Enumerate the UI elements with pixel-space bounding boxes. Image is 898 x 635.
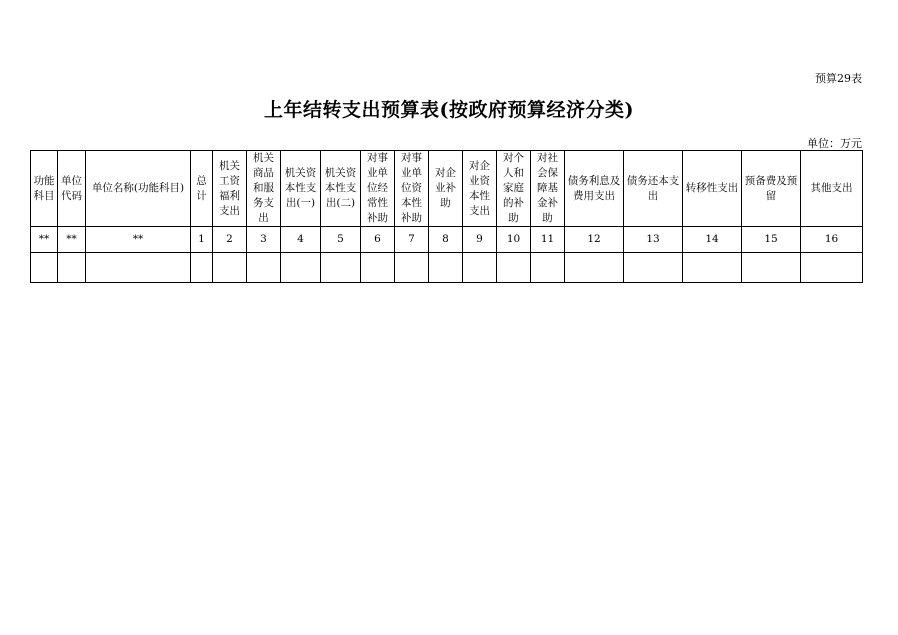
code-cell: 7 — [395, 227, 429, 253]
header-cell: 债务还本支出 — [624, 151, 683, 227]
data-cell — [86, 253, 191, 283]
header-cell: 机关资本性支出(二) — [321, 151, 361, 227]
code-cell: 3 — [247, 227, 281, 253]
header-row — [31, 151, 863, 227]
code-cell: 2 — [213, 227, 247, 253]
data-cell — [565, 253, 624, 283]
data-cell — [321, 253, 361, 283]
header-cell: 对事业单位资本性补助 — [395, 151, 429, 227]
budget-table — [30, 150, 863, 283]
code-cell: 1 — [191, 227, 213, 253]
header-cell: 对个人和家庭的补助 — [497, 151, 531, 227]
data-cell — [497, 253, 531, 283]
code-cell: 12 — [565, 227, 624, 253]
code-cell: 5 — [321, 227, 361, 253]
data-cell — [801, 253, 863, 283]
code-cell: 14 — [683, 227, 742, 253]
code-cell: 8 — [429, 227, 463, 253]
header-cell: 其他支出 — [801, 151, 863, 227]
data-cell — [429, 253, 463, 283]
data-row — [31, 253, 863, 283]
data-cell — [683, 253, 742, 283]
code-cell: ** — [58, 227, 86, 253]
header-cell: 预备费及预留 — [742, 151, 801, 227]
data-cell — [395, 253, 429, 283]
data-cell — [281, 253, 321, 283]
header-cell: 功能科目 — [31, 151, 58, 227]
code-cell: 9 — [463, 227, 497, 253]
header-cell: 机关工资福利支出 — [213, 151, 247, 227]
code-cell: 6 — [361, 227, 395, 253]
data-cell — [191, 253, 213, 283]
header-cell: 转移性支出 — [683, 151, 742, 227]
code-cell: 15 — [742, 227, 801, 253]
code-cell: 10 — [497, 227, 531, 253]
header-cell: 单位代码 — [58, 151, 86, 227]
code-cell: ** — [31, 227, 58, 253]
data-cell — [624, 253, 683, 283]
header-cell: 总计 — [191, 151, 213, 227]
header-cell: 债务利息及费用支出 — [565, 151, 624, 227]
code-cell: ** — [86, 227, 191, 253]
code-cell: 13 — [624, 227, 683, 253]
code-row — [31, 227, 863, 253]
data-cell — [742, 253, 801, 283]
header-cell: 对社会保障基金补助 — [531, 151, 565, 227]
header-cell: 对企业补助 — [429, 151, 463, 227]
code-cell: 11 — [531, 227, 565, 253]
unit-label: 单位：万元 — [807, 137, 862, 150]
header-cell: 对事业单位经常性补助 — [361, 151, 395, 227]
header-cell: 对企业资本性支出 — [463, 151, 497, 227]
data-cell — [361, 253, 395, 283]
data-cell — [58, 253, 86, 283]
table-number: 预算29表 — [815, 72, 862, 85]
data-cell — [247, 253, 281, 283]
data-cell — [531, 253, 565, 283]
code-cell: 16 — [801, 227, 863, 253]
data-cell — [463, 253, 497, 283]
page-title: 上年结转支出预算表(按政府预算经济分类) — [264, 99, 634, 121]
code-cell: 4 — [281, 227, 321, 253]
data-cell — [213, 253, 247, 283]
data-cell — [31, 253, 58, 283]
header-cell: 单位名称(功能科目) — [86, 151, 191, 227]
header-cell: 机关资本性支出(一) — [281, 151, 321, 227]
header-cell: 机关商品和服务支出 — [247, 151, 281, 227]
